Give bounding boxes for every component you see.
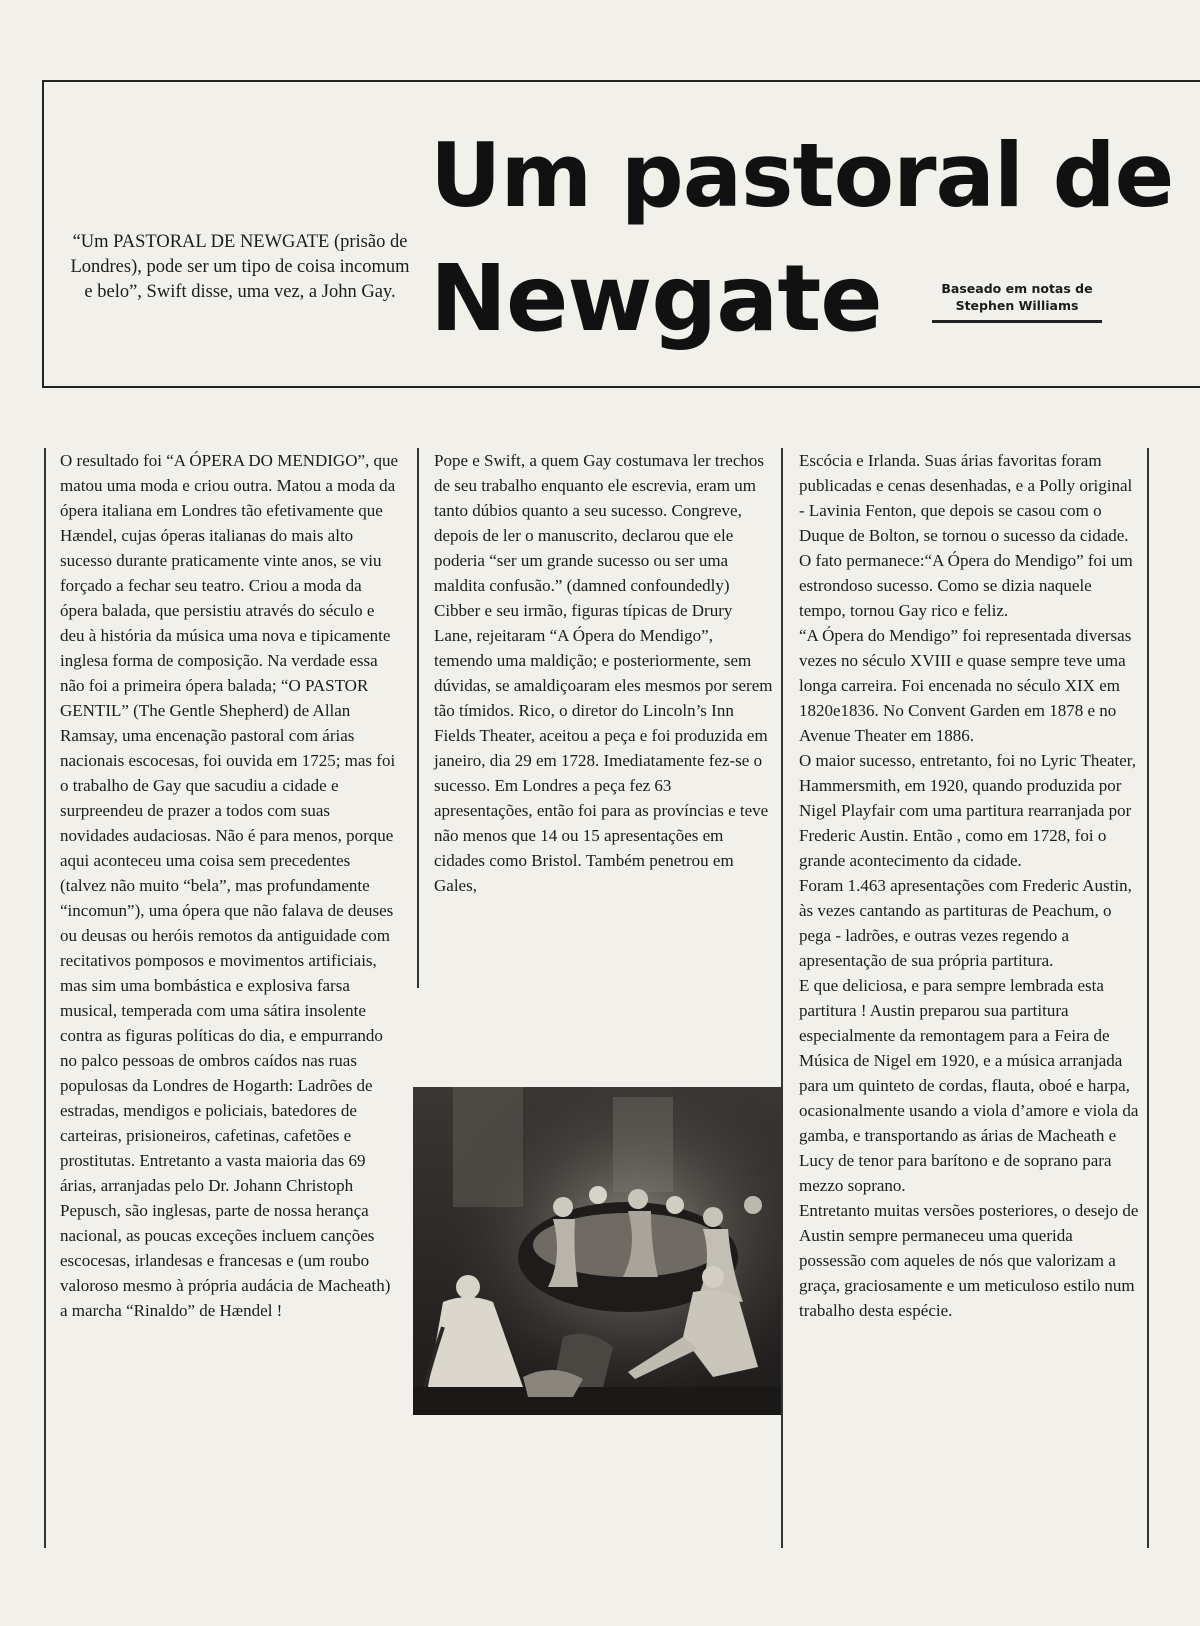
column-3-paragraph-4: Foram 1.463 apresentações com Frederic Austin, às vezes cantando as partituras de Peachum, o pega - ladrões, e outras vezes regendo a apresentação de sua própria partitura. (799, 876, 1132, 970)
hogarth-engraving-illustration (413, 1087, 781, 1415)
column-3-paragraph-1: Escócia e Irlanda. Suas árias favoritas foram publicadas e cenas desenhadas, e a Polly original - Lavinia Fenton, que depois se casou com o Duque de Bolton, se tornou o sucesso da cidade. O fato permanece:“A Ópera do Mendigo” foi um estrondoso sucesso. Como se dizia naquele tempo, tornou Gay rico e feliz. (799, 451, 1133, 620)
byline-line-1: Baseado em notas de (941, 281, 1093, 296)
column-3-paragraph-6: Entretanto muitas versões posteriores, o desejo de Austin sempre permaneceu uma querida possessão com aqueles de nós que valorizam a graça, graciosamente e um meticuloso estilo num trabalho desta espécie. (799, 1201, 1139, 1320)
byline-line-2: Stephen Williams (955, 298, 1079, 313)
column-rule-left (44, 448, 46, 1548)
column-1-text: O resultado foi “A ÓPERA DO MENDIGO”, que matou uma moda e criou outra. Matou a moda da ópera italiana em Londres tão efetivamente que Hændel, cujas óperas italianas do mais alto sucesso durante praticamente vinte anos, se viu forçado a fechar seu teatro. Criou a moda da ópera balada, que persistiu através do século e deu à história da música uma nova e tipicamente inglesa forma de composição. Na verdade essa não foi a primeira ópera balada; “O PASTOR GENTIL” (The Gentle Shepherd) de Allan Ramsay, uma encenação pastoral com árias nacionais escocesas, foi ouvida em 1725; mas foi o trabalho de Gay que sacudiu a cidade e surpreendeu de prazer a todos com suas novidades audaciosas. Não é para menos, porque aqui aconteceu uma coisa sem precedentes (talvez não muito “bela”, mas profundamente “incomun”), uma ópera que não falava de deuses ou deusas ou heróis remotos da antiguidade com recitativos pomposos e movimentos artificiais, mas sim uma bombástica e explosiva farsa musical, temperada com uma sátira insolente contra as figuras políticas do dia, e empurrando no palco pessoas de ombros caídos nas ruas populosas da Londres de Hogarth: Ladrões de estradas, mendigos e policiais, batedores de carteiras, prisioneiros, cafetinas, cafetões e prostitutas. Entretanto a vasta maioria das 69 árias, arranjadas pelo Dr. Johann Christoph Pepusch, são inglesas, parte de nossa herança nacional, as poucas exceções incluem canções escocesas, irlandesas e francesas e (um roubo valoroso mesmo à própria audácia de Macheath) a marcha “Rinaldo” de Hændel ! (60, 451, 399, 1320)
column-rule-right (1147, 448, 1149, 1548)
column-3-paragraph-5: E que deliciosa, e para sempre lembrada esta partitura ! Austin preparou sua partitura especialmente da remontagem para a Feira de Música de Nigel em 1920, e a música arranjada para um quinteto de cordas, flauta, oboé e harpa, ocasionalmente usando a viola d’amore e viola da gamba, e transportando as árias de Macheath e Lucy de tenor para barítono e de soprano para mezzo soprano. (799, 976, 1139, 1195)
column-rule-middle-left (417, 448, 419, 988)
headline-line-2: Newgate (430, 245, 882, 352)
article-column-1 (60, 448, 400, 1323)
article-column-3 (799, 448, 1139, 1323)
headline-line-1: Um pastoral de (430, 124, 1174, 227)
column-3-paragraph-2: “A Ópera do Mendigo” foi representada diversas vezes no século XVIII e quase sempre teve uma longa carreira. Foi encenada no século XIX em 1820e1836. No Convent Garden em 1878 e no Avenue Theater em 1886. (799, 626, 1132, 745)
intro-quote: “Um PASTORAL DE NEWGATE (prisão de Londres), pode ser um tipo de coisa incomum e belo”, Swift disse, uma vez, a John Gay. (70, 232, 410, 302)
column-2-text: Pope e Swift, a quem Gay costumava ler trechos de seu trabalho enquanto ele escrevia, eram um tanto dúbios quanto a seu sucesso. Congreve, depois de ler o manuscrito, declarou que ele poderia “ser um grande sucesso ou ser uma maldita confusão.” (damned confoundedly) Cibber e seu irmão, figuras típicas de Drury Lane, rejeitaram “A Ópera do Mendigo”, temendo uma maldição; e posteriormente, sem dúvidas, se amaldiçoaram eles mesmos por serem tão tímidos. Rico, o diretor do Lincoln’s Inn Fields Theater, aceitou a peça e foi produzida em janeiro, dia 29 em 1728. Imediatamente fez-se o sucesso. Em Londres a peça fez 63 apresentações, então foi para as províncias e teve não menos que 14 ou 15 apresentações em cidades como Bristol. Também penetrou em Gales, (434, 451, 773, 895)
byline (932, 278, 1102, 323)
column-rule-middle-right (781, 448, 783, 1548)
article-column-2 (434, 448, 774, 898)
column-3-paragraph-3: O maior sucesso, entretanto, foi no Lyric Theater, Hammersmith, em 1920, quando produzida por Nigel Playfair com uma partitura rearranjada por Frederic Austin. Então , como em 1728, foi o grande acontecimento da cidade. (799, 751, 1137, 870)
